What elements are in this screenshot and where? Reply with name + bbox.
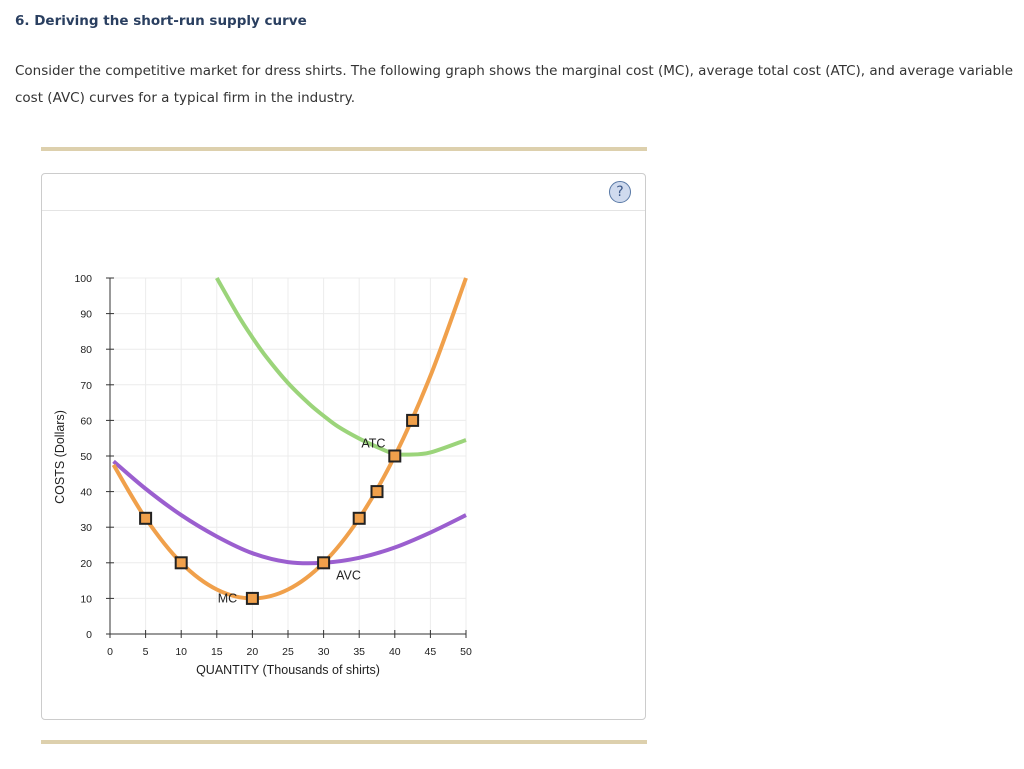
y-tick-label: 30 <box>80 522 92 535</box>
axes <box>74 273 472 658</box>
y-tick-label: 40 <box>80 486 92 499</box>
x-tick-label: 35 <box>353 646 366 658</box>
y-tick-label: 80 <box>80 344 92 357</box>
y-tick-label: 20 <box>80 557 92 570</box>
x-tick-label: 50 <box>460 646 472 658</box>
mc-point <box>318 557 329 568</box>
mc-point <box>389 451 400 462</box>
x-tick-label: 5 <box>142 646 149 658</box>
x-tick-label: 15 <box>210 646 223 658</box>
x-tick-label: 20 <box>246 646 259 658</box>
y-tick-label: 90 <box>80 308 92 321</box>
y-tick-label: 10 <box>80 593 92 606</box>
y-tick-label: 50 <box>80 451 92 463</box>
x-tick-label: 45 <box>424 646 437 658</box>
y-tick-label: 60 <box>80 415 92 428</box>
atc-label: ATC <box>361 436 386 451</box>
y-tick-label: 70 <box>80 379 92 392</box>
page-title: 6. Deriving the short-run supply curve <box>15 13 307 29</box>
x-tick-label: 25 <box>282 646 294 658</box>
x-axis-label: QUANTITY (Thousands of shirts) <box>196 663 380 677</box>
mc-point <box>247 593 258 604</box>
mc-point <box>354 513 365 524</box>
mc-point <box>140 513 151 524</box>
mc-label: MC <box>217 591 238 606</box>
y-tick-label: 100 <box>74 273 92 285</box>
help-icon[interactable]: ? <box>609 181 631 203</box>
mc-point <box>176 557 187 568</box>
y-tick-label: 0 <box>86 629 92 641</box>
avc-label: AVC <box>336 568 361 583</box>
x-tick-label: 10 <box>175 646 188 658</box>
y-axis-label: COSTS (Dollars) <box>53 410 67 504</box>
mc-point <box>372 486 383 497</box>
x-tick-label: 40 <box>388 646 401 658</box>
x-tick-label: 30 <box>317 646 330 658</box>
mc-curve <box>114 278 466 598</box>
intro-text: Consider the competitive market for dress shirts. The following graph shows the marginal cost (MC), average total cost (ATC), and average variable cost (AVC) curves for a typical firm in the industry. <box>15 63 1014 106</box>
mc-point <box>407 415 418 426</box>
curves <box>114 278 466 598</box>
x-tick-label: 0 <box>107 646 113 658</box>
atc-curve <box>217 278 466 455</box>
